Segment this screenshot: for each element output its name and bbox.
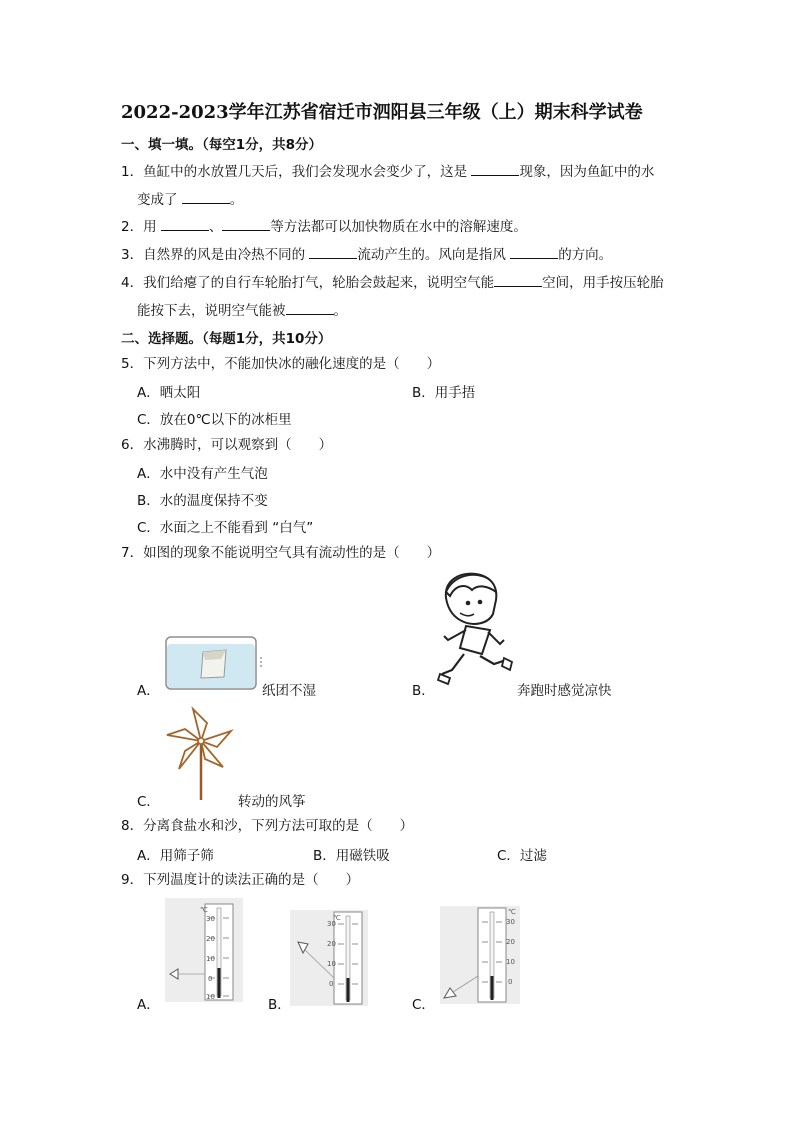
q7-option-c[interactable]: C． [137, 794, 160, 810]
answer-blank[interactable] [494, 272, 542, 287]
q4-text-c: 能按下去，说明空气能被 [137, 303, 286, 319]
q5-option-b[interactable]: B．用手捂 [412, 385, 476, 401]
thermo-b-tick-30: 30 [327, 920, 336, 928]
question-9-stem: 9．下列温度计的读法正确的是（ ） [121, 872, 360, 888]
question-3 [121, 244, 612, 265]
beaker-illustration [163, 634, 268, 692]
running-boy-illustration [438, 570, 518, 690]
q3-text-b: 流动产生的。风向是指风 [357, 247, 511, 263]
thermo-b-tick-0: 0 [329, 980, 334, 988]
section-heading-choice: 二、选择题。（每题1分，共10分） [121, 331, 332, 347]
q9-option-c[interactable]: C． [412, 997, 435, 1013]
q5-option-a[interactable]: A．晒太阳 [137, 385, 201, 401]
question-2 [121, 216, 527, 237]
answer-blank[interactable] [309, 244, 357, 259]
pinwheel-illustration [163, 703, 239, 801]
question-4-line-2 [137, 300, 347, 321]
q7-caption-b: 奔跑时感觉凉快 [517, 683, 612, 699]
q1-text-b: 现象，因为鱼缸中的水 [519, 164, 655, 180]
thermo-b-tick-10: 10 [327, 960, 336, 968]
question-1-line-1 [121, 161, 654, 182]
question-4-line-1 [121, 272, 664, 293]
q8-option-b[interactable]: B．用磁铁吸 [313, 848, 390, 864]
q8-option-c[interactable]: C．过滤 [497, 848, 547, 864]
thermo-c-tick-10: 10 [506, 958, 515, 966]
answer-blank[interactable] [182, 189, 230, 204]
q7-caption-c: 转动的风筝 [238, 794, 306, 810]
thermo-a-unit: ℃ [200, 906, 208, 914]
thermo-a-tick-10: 10 [206, 955, 215, 963]
thermo-c-unit: ℃ [508, 908, 516, 916]
q3-text-c: 的方向。 [558, 247, 613, 263]
q7-option-a[interactable]: A． [137, 683, 160, 699]
thermo-a-tick-0: 0 [208, 975, 213, 983]
thermo-c-tick-20: 20 [506, 938, 515, 946]
answer-blank[interactable] [471, 161, 519, 176]
q7-option-b[interactable]: B． [412, 683, 435, 699]
thermo-b-tick-20: 20 [327, 940, 336, 948]
q2-text-c: 等方法都可以加快物质在水中的溶解速度。 [270, 219, 527, 235]
q4-text-d: 。 [333, 303, 347, 319]
answer-blank[interactable] [286, 300, 334, 315]
q2-text-a: 2．用 [121, 219, 161, 235]
q1-text-d: 。 [229, 192, 244, 208]
thermo-c-tick-0: 0 [508, 978, 513, 986]
question-6-stem: 6．水沸腾时，可以观察到（ ） [121, 437, 333, 453]
thermo-b-unit: ℃ [333, 914, 341, 922]
q9-option-a[interactable]: A． [137, 997, 160, 1013]
q9-option-b[interactable]: B． [268, 997, 291, 1013]
q4-text-a: 4．我们给瘪了的自行车轮胎打气，轮胎会鼓起来，说明空气能 [121, 275, 495, 291]
section-heading-fill: 一、填一填。（每空1分，共8分） [121, 137, 323, 153]
thermo-a-tick-30: 30 [206, 915, 215, 923]
q4-text-b: 空间，用手按压轮胎 [542, 275, 664, 291]
page-title: 2022-2023学年江苏省宿迁市泗阳县三年级（上）期末科学试卷 [121, 102, 643, 123]
q6-option-b[interactable]: B．水的温度保持不变 [137, 493, 268, 509]
question-5-stem: 5．下列方法中，不能加快冰的融化速度的是（ ） [121, 356, 441, 372]
question-7-stem: 7．如图的现象不能说明空气具有流动性的是（ ） [121, 545, 441, 561]
q1-text-c: 变成了 [137, 192, 182, 208]
answer-blank[interactable] [222, 216, 270, 231]
q7-caption-a: 纸团不湿 [262, 683, 316, 699]
q8-option-a[interactable]: A．用筛子筛 [137, 848, 214, 864]
q6-option-c[interactable]: C．水面之上不能看到 “白气” [137, 520, 314, 536]
answer-blank[interactable] [161, 216, 209, 231]
answer-blank[interactable] [510, 244, 558, 259]
thermo-a-tick-neg10: 10 [206, 993, 215, 1001]
thermo-a-tick-20: 20 [206, 935, 215, 943]
question-1-line-2 [137, 189, 243, 210]
q6-option-a[interactable]: A．水中没有产生气泡 [137, 466, 268, 482]
thermo-c-tick-30: 30 [506, 918, 515, 926]
q1-text-a: 1．鱼缸中的水放置几天后，我们会发现水会变少了，这是 [121, 164, 472, 180]
question-8-stem: 8．分离食盐水和沙，下列方法可取的是（ ） [121, 818, 414, 834]
q2-text-b: 、 [208, 219, 223, 235]
q5-option-c[interactable]: C．放在0℃以下的冰柜里 [137, 412, 292, 428]
q3-text-a: 3．自然界的风是由冷热不同的 [121, 247, 310, 263]
